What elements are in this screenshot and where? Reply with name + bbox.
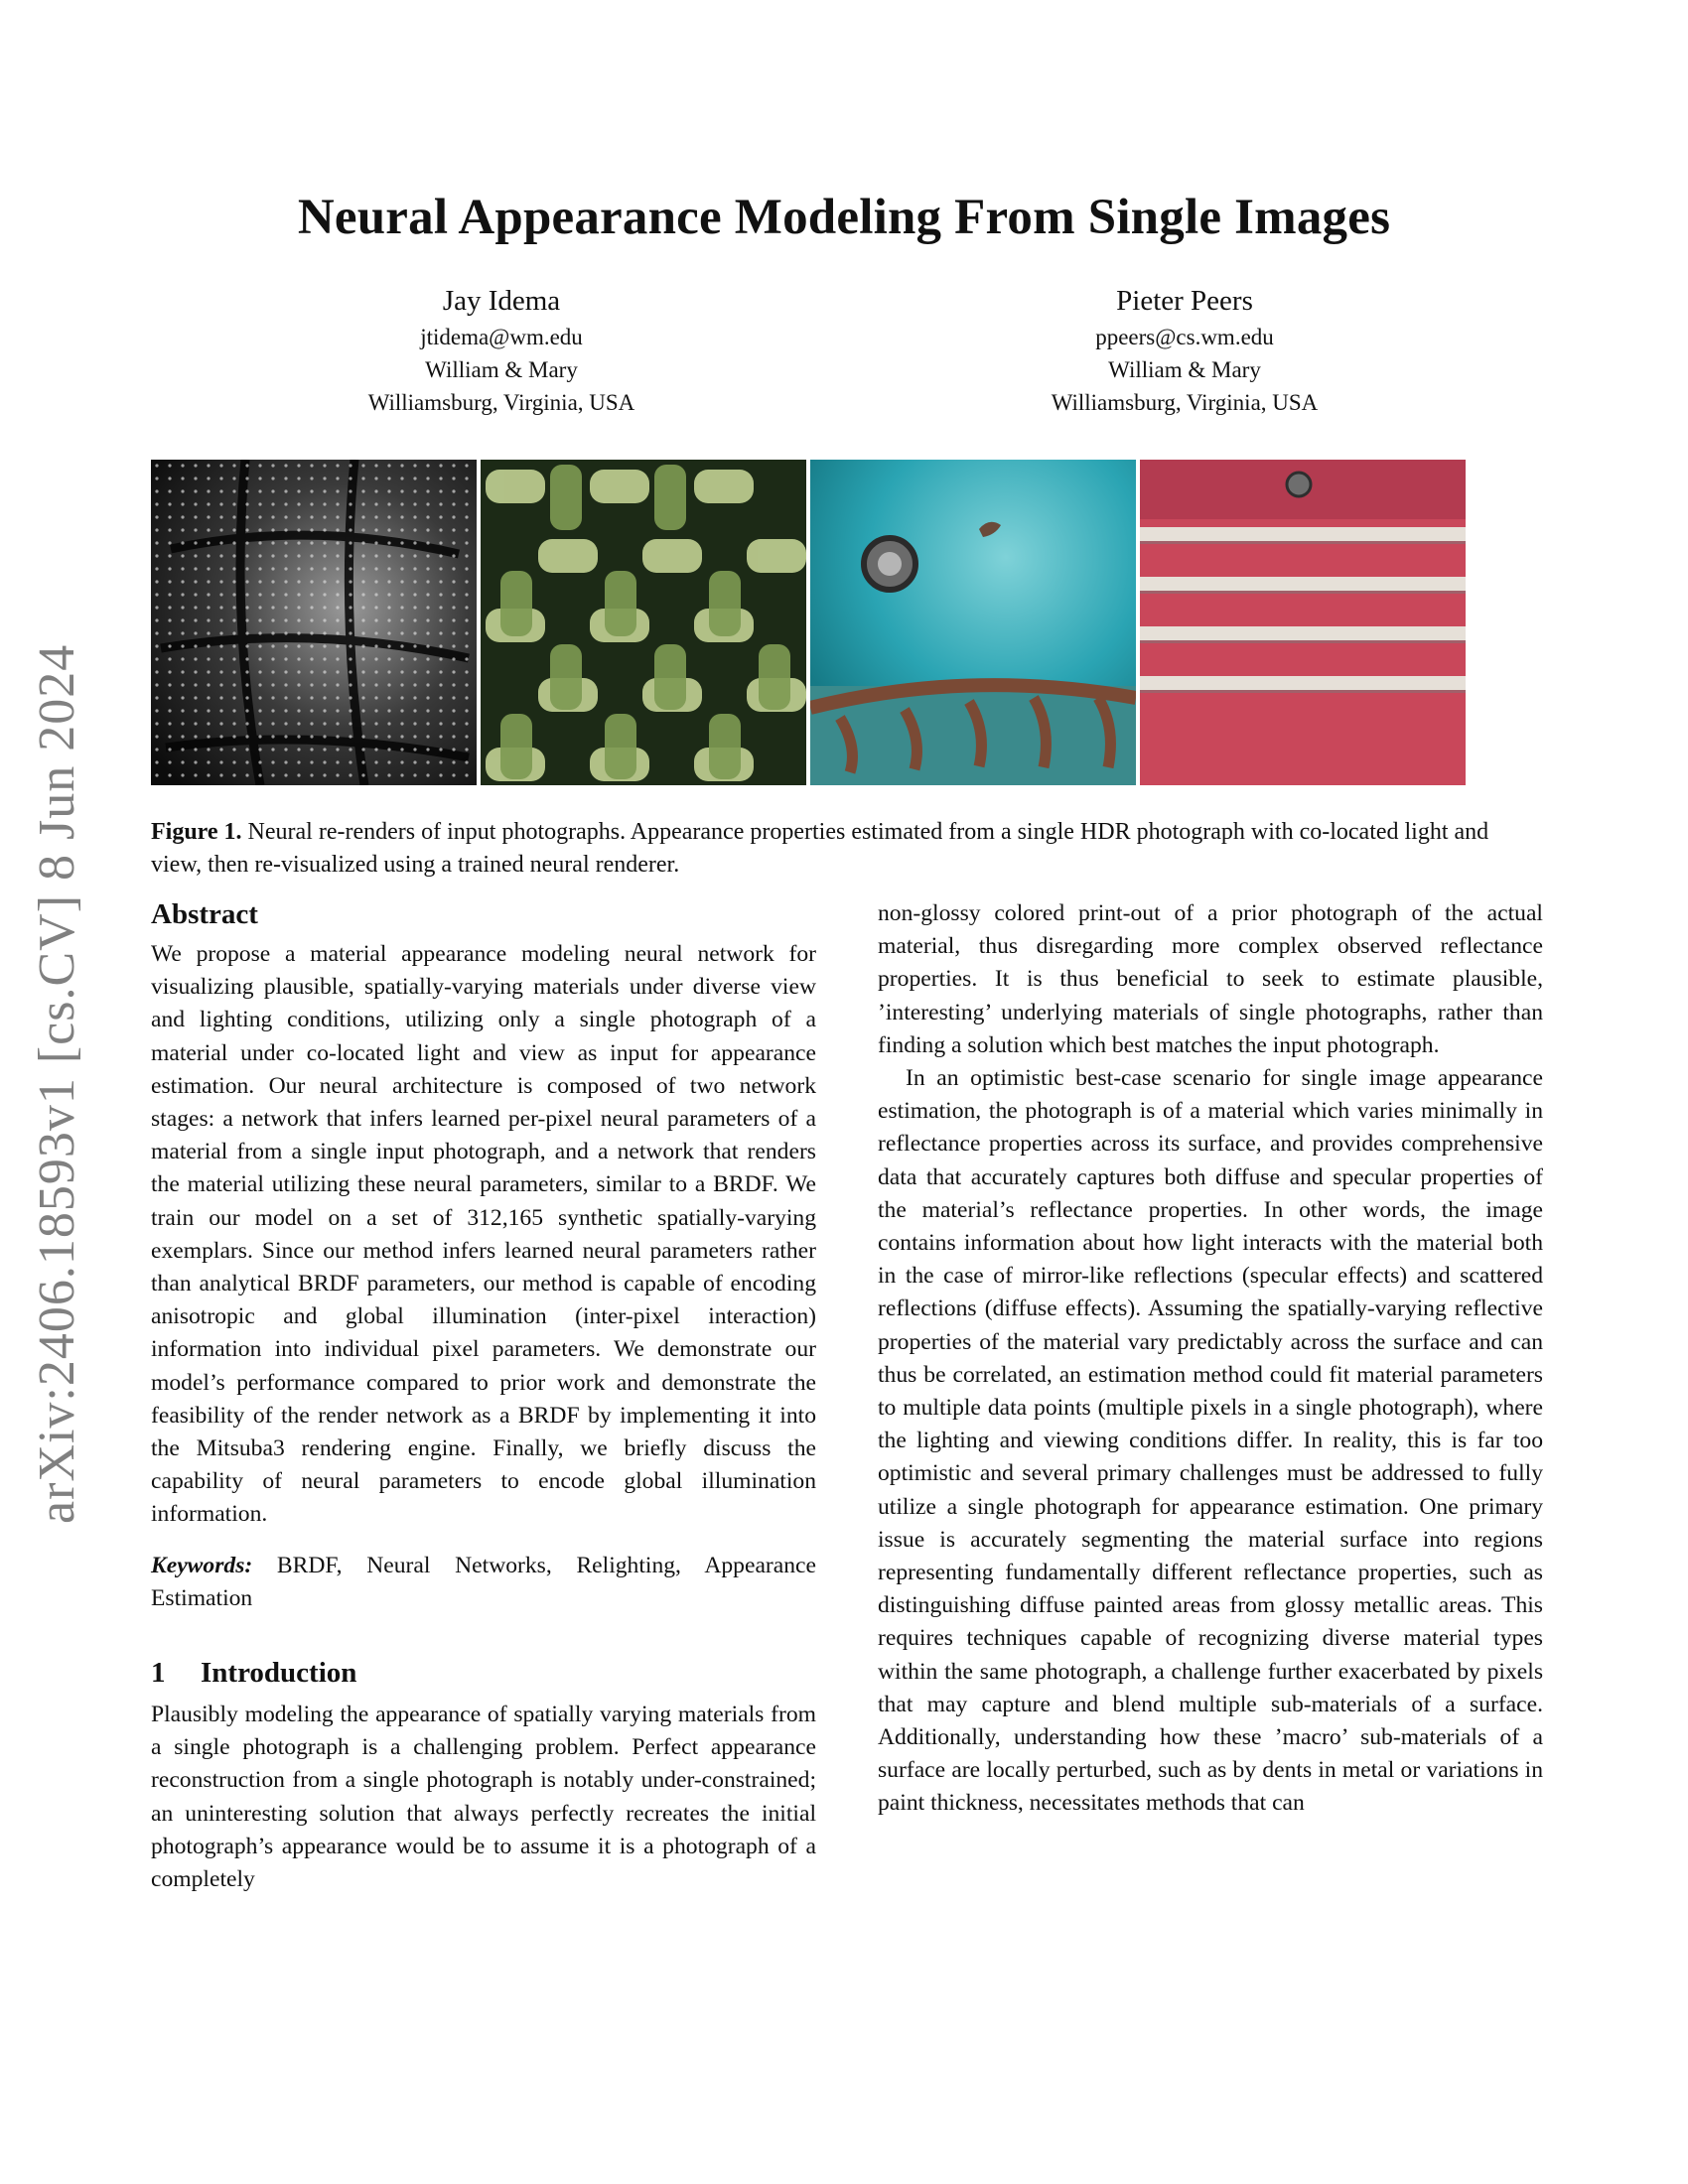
intro-paragraph-continued: non-glossy colored print-out of a prior photograph of the actual material, thus disregarding more complex observed reflectance properties. It is thus beneficial to seek to estimate plausible, ’interesting’ underlying materials of single photographs, rather than finding a solution which best matches the input photograph. — [878, 900, 1543, 1058]
figure-caption — [151, 816, 1541, 882]
section-heading-introduction — [151, 1655, 816, 1691]
author-location: Williamsburg, Virginia, USA — [1051, 390, 1319, 415]
abstract-text: We propose a material appearance modeling neural network for visualizing plausible, spatially-varying materials under diverse view and lighting conditions, utilizing only a single photograph of a material under co-located light and view as input for appearance estimation. Our neural architecture is composed of two network stages: a network that infers learned per-pixel neural parameters of a material from a single input photograph, and a network that renders the material utilizing these neural parameters, similar to a BRDF. We train our model on a set of 312,165 synthetic spatially-varying exemplars. Since our method infers learned neural parameters rather than analytical BRDF parameters, our method is capable of encoding anisotropic and global illumination (inter-pixel interaction) information into individual pixel parameters. We demonstrate our model’s performance compared to prior work and demonstrate the feasibility of the render network as a BRDF by implementing it into the Mitsuba3 rendering engine. Finally, we briefly discuss the capability of neural parameters to encode global illumination information. — [151, 941, 816, 1528]
author-email: jtidema@wm.edu — [420, 325, 583, 349]
figure-image-woven-fabric — [481, 460, 806, 785]
figure-images — [151, 460, 1466, 785]
author-affiliation: William & Mary — [425, 357, 578, 382]
figure-caption-text: Neural re-renders of input photographs. Appearance properties estimated from a single HDR photograph with co-located light and view, then re-visualized using a trained neural renderer. — [151, 819, 1489, 878]
author-name: Pieter Peers — [1116, 285, 1253, 317]
intro-paragraph: In an optimistic best-case scenario for single image appearance estimation, the photograph is of a material which varies minimally in reflectance properties across its surface, and provides comprehensive data that accurately captures both diffuse and specular properties of the material’s reflectance properties. In other words, the image contains information about how light interacts with the material both in the case of mirror-like reflections (specular effects) and scattered reflections (diffuse effects). Assuming the spatially-varying reflective properties of the material vary predictably across the surface and can thus be correlated, an estimation method could fit material parameters to multiple data points (multiple pixels in a single photograph), where the lighting and viewing conditions differ. In reality, this is far too optimistic and several primary challenges must be addressed to fully utilize a single photograph for appearance estimation. One primary issue is accurately segmenting the material surface into regions representing fundamentally different reflectance properties, such as distinguishing diffuse painted areas from glossy metallic areas. This requires techniques capable of recognizing diverse material types within the same photograph, a challenge further exacerbated by pixels that may capture and blend multiple sub-materials of a surface. Additionally, understanding how these ’macro’ sub-materials of a surface are locally perturbed, such as by dents in metal or variations in paint thickness, necessitates methods that can — [878, 1065, 1543, 1817]
right-column — [878, 897, 1543, 1821]
author-email: ppeers@cs.wm.edu — [1095, 325, 1274, 349]
left-column — [151, 896, 816, 1896]
section-number: 1 — [151, 1657, 166, 1690]
author-name: Jay Idema — [442, 285, 561, 317]
keywords — [151, 1550, 816, 1615]
author-block — [936, 281, 1433, 419]
abstract-heading: Abstract — [151, 898, 258, 930]
figure-image-dark-leather — [151, 460, 477, 785]
intro-paragraph: Plausibly modeling the appearance of spatially varying materials from a single photograph is a challenging problem. Perfect appearance reconstruction from a single photograph is notably under-constrained; an uninteresting solution that always perfectly recreates the initial photograph’s appearance would be to assume it is a photograph of a completely — [151, 1702, 816, 1893]
figure-label: Figure 1. — [151, 819, 242, 845]
arxiv-stamp: arXiv:2406.18593v1 [cs.CV] 8 Jun 2024 — [29, 643, 85, 1524]
figure-image-red-panel — [1140, 460, 1466, 785]
author-location: Williamsburg, Virginia, USA — [367, 390, 635, 415]
keywords-text: BRDF, Neural Networks, Relighting, Appearance Estimation — [151, 1552, 816, 1611]
figure-image-teal-metal — [810, 460, 1136, 785]
keywords-label: Keywords: — [151, 1552, 253, 1578]
author-affiliation: William & Mary — [1108, 357, 1261, 382]
author-block — [253, 281, 750, 419]
section-title: Introduction — [201, 1657, 357, 1690]
paper-title: Neural Appearance Modeling From Single Images — [297, 190, 1391, 245]
